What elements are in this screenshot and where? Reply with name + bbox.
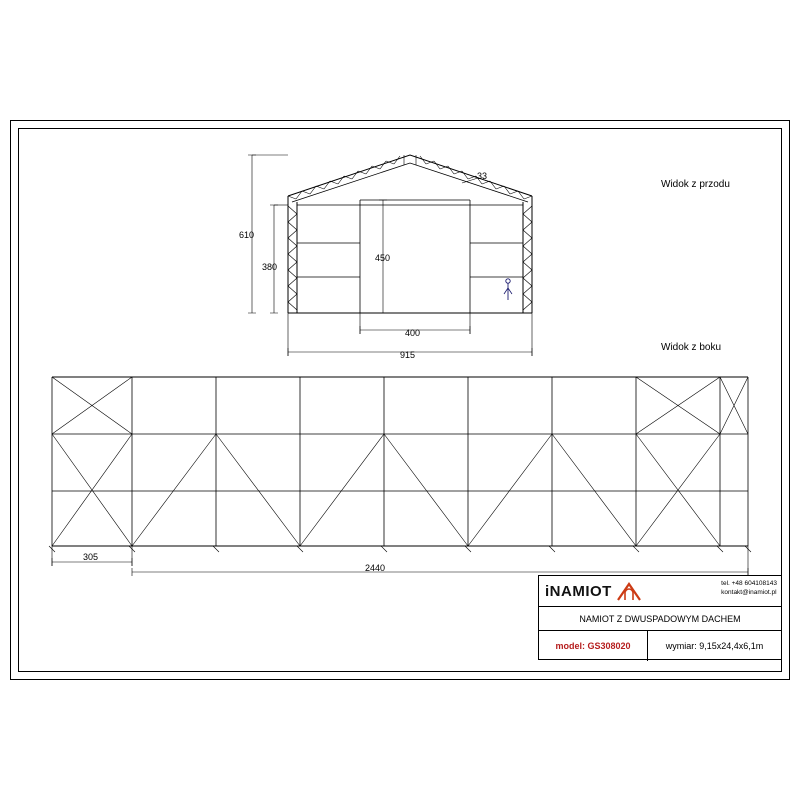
dim-height-total: 610 [239,230,255,240]
model-label: model: GS308020 [539,631,648,661]
view-label-front: Widok z przodu [661,179,730,190]
view-label-side: Widok z boku [661,342,722,353]
size-label: wymiar: 9,15x24,4x6,1m [665,641,764,651]
dim-bay-spacing: 305 [83,552,99,562]
email-text: kontakt@inamiot.pl [721,589,777,597]
dim-roof-edge: 33 [477,171,488,181]
brand-name: iNAMIOT [545,582,612,600]
title-block-brand-row [539,576,781,607]
dim-door-width: 400 [405,328,421,338]
dim-door-height: 450 [375,253,391,263]
tent-logo-icon [616,581,642,601]
front-view-geometry [288,155,532,313]
phone-text: tel. +48 604108143 [721,580,777,587]
contact-info [721,579,777,598]
dim-overall-width: 915 [400,350,416,360]
dim-overall-length: 2440 [365,563,386,573]
title-block [538,575,782,660]
dim-height-wall: 380 [262,262,278,272]
side-view-geometry [49,377,751,552]
product-name: NAMIOT Z DWUSPADOWYM DACHEM [539,607,781,631]
side-view-dimensions [52,546,748,576]
title-block-spec-row [539,631,781,661]
